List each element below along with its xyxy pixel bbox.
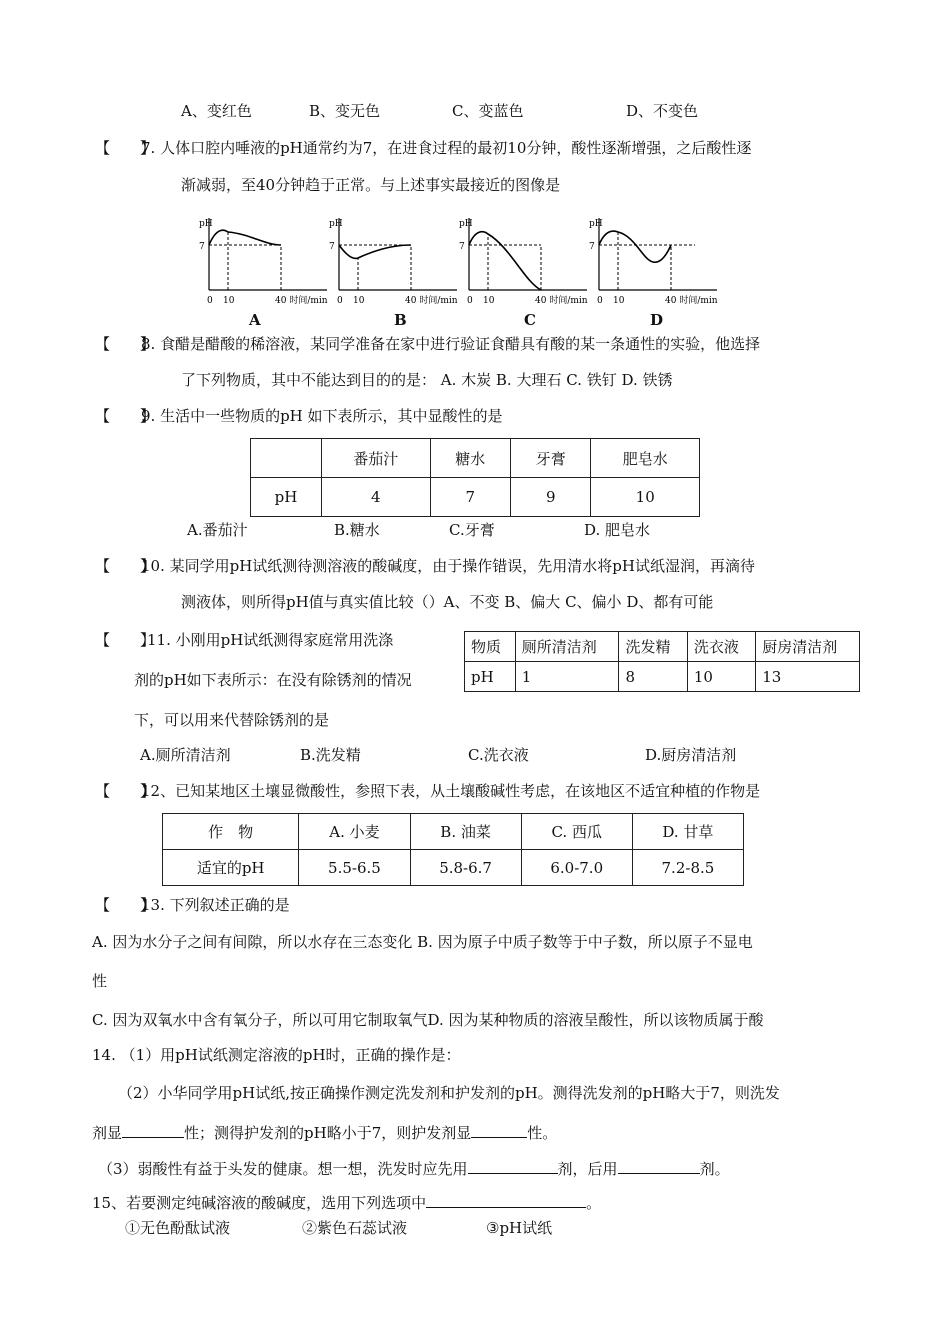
q15-option-2: ②紫色石蕊试液 <box>302 1219 408 1237</box>
q11-option-a: A.厕所清洁剂 <box>140 746 231 764</box>
svg-text:10: 10 <box>353 296 365 306</box>
table-cell: 肥皂水 <box>591 439 700 478</box>
table-cell: 洗衣液 <box>687 632 755 662</box>
q15-option-3: ③pH试纸 <box>486 1219 553 1237</box>
q15-option-1: ①无色酚酞试液 <box>125 1219 231 1237</box>
q14-part2: （2）小华同学用pH试纸,按正确操作测定洗发剂和护发剂的pH。测得洗发剂的pH略大于7，则洗发 <box>118 1084 780 1102</box>
q9-option-a: A.番茄汁 <box>187 521 248 539</box>
q11-table <box>464 631 860 692</box>
graph-ylabel: pH <box>199 219 213 229</box>
q11-option-b: B.洗发精 <box>300 746 361 764</box>
graph-a <box>195 212 330 307</box>
q15-question: 15、若要测定纯碱溶液的酸碱度，选用下列选项中 。 <box>92 1194 602 1212</box>
graph-d-label: D <box>650 311 664 329</box>
table-row <box>163 814 744 850</box>
table-cell: 5.8-6.7 <box>410 850 521 886</box>
q8-text-line1: 8. 食醋是醋酸的稀溶液，某同学准备在家中进行验证食醋具有酸的某一条通性的实验，他选择 <box>141 335 761 353</box>
q9-text: 9. 生活中一些物质的pH 如下表所示，其中显酸性的是 <box>141 407 503 425</box>
q14-part3: （3）弱酸性有益于头发的健康。想一想，洗发时应先用 剂，后用 剂。 <box>98 1160 730 1178</box>
q10-text-line2: 测液体，则所得pH值与真实值比较（）A、不变 B、偏大 C、偏小 D、都有可能 <box>181 593 714 611</box>
answer-blank[interactable] <box>471 1122 527 1138</box>
answer-bracket: 【 】 <box>95 335 156 353</box>
table-cell: 10 <box>591 478 700 517</box>
q9-option-c: C.牙膏 <box>449 521 495 539</box>
svg-text:pH: pH <box>589 219 603 229</box>
svg-text:0: 0 <box>597 296 603 306</box>
q9-option-b: B.糖水 <box>334 521 380 539</box>
table-cell <box>251 439 322 478</box>
answer-bracket: 【 】 <box>95 896 156 914</box>
table-cell: 洗发精 <box>619 632 687 662</box>
graph-a-label: A <box>249 311 261 329</box>
table-row <box>251 478 700 517</box>
q11-text-line1: 11. 小刚用pH试纸测得家庭常用洗涤 <box>147 631 394 649</box>
table-row <box>465 632 860 662</box>
q14-part1: 14. （1）用pH试纸测定溶液的pH时，正确的操作是： <box>92 1046 461 1064</box>
svg-text:0: 0 <box>467 296 473 306</box>
table-row <box>251 439 700 478</box>
svg-text:pH: pH <box>329 219 343 229</box>
answer-blank[interactable] <box>468 1158 558 1174</box>
table-cell: pH <box>251 478 322 517</box>
table-cell: B. 油菜 <box>410 814 521 850</box>
q12-text: 12、已知某地区土壤显微酸性，参照下表，从土壤酸碱性考虑，在该地区不适宜种植的作物是 <box>141 782 761 800</box>
q8-question <box>95 334 760 354</box>
graph-b-label: B <box>394 311 407 329</box>
graph-c <box>455 212 590 307</box>
q12-question <box>95 781 760 801</box>
q13-option-ab-cont: 性 <box>92 972 108 990</box>
table-cell: pH <box>465 662 516 692</box>
answer-blank[interactable] <box>122 1122 184 1138</box>
answer-blank[interactable] <box>618 1158 700 1174</box>
table-cell: 7.2-8.5 <box>632 850 743 886</box>
svg-text:40 时间/min: 40 时间/min <box>665 296 718 306</box>
table-row <box>465 662 860 692</box>
svg-text:7: 7 <box>589 242 595 252</box>
q11-text-line3: 下，可以用来代替除锈剂的是 <box>134 711 330 729</box>
svg-text:pH: pH <box>459 219 473 229</box>
table-cell: 适宜的pH <box>163 850 299 886</box>
q13-option-ab: A. 因为水分子之间有间隙，所以水存在三态变化 B. 因为原子中质子数等于中子数，所以原子不显电 <box>92 933 753 951</box>
table-cell: 5.5-6.5 <box>299 850 410 886</box>
q13-text: 13. 下列叙述正确的是 <box>141 896 290 914</box>
q7-text-line1: 7. 人体口腔内唾液的pH通常约为7，在进食过程的最初10分钟，酸性逐渐增强，之后酸性逐 <box>141 139 752 157</box>
graph-b <box>325 212 460 307</box>
svg-text:10: 10 <box>613 296 625 306</box>
table-cell: 4 <box>322 478 431 517</box>
table-cell: 番茄汁 <box>322 439 431 478</box>
q13-option-cd: C. 因为双氧水中含有氧分子，所以可用它制取氧气D. 因为某种物质的溶液呈酸性，所以该物质属于酸 <box>92 1011 764 1029</box>
table-cell: 8 <box>619 662 687 692</box>
table-cell: A. 小麦 <box>299 814 410 850</box>
q9-table <box>250 438 700 517</box>
svg-text:10: 10 <box>483 296 495 306</box>
svg-text:0: 0 <box>337 296 343 306</box>
q12-table <box>162 813 744 886</box>
table-cell: 13 <box>756 662 860 692</box>
q9-option-d: D. 肥皂水 <box>584 521 651 539</box>
table-cell: 厨房清洁剂 <box>756 632 860 662</box>
q6-option-c: C、变蓝色 <box>452 102 524 120</box>
svg-text:10: 10 <box>223 296 235 306</box>
q7-text-line2: 渐减弱，至40分钟趋于正常。与上述事实最接近的图像是 <box>181 176 561 194</box>
table-cell: 作 物 <box>163 814 299 850</box>
q8-text-line2: 了下列物质，其中不能达到目的的是： A. 木炭 B. 大理石 C. 铁钉 D. 铁锈 <box>181 371 673 389</box>
table-cell: 物质 <box>465 632 516 662</box>
answer-bracket: 【 】 <box>95 631 156 649</box>
table-cell: 10 <box>687 662 755 692</box>
table-cell: D. 甘草 <box>632 814 743 850</box>
svg-text:40 时间/min: 40 时间/min <box>275 296 328 306</box>
q9-question <box>95 406 503 426</box>
svg-text:40 时间/min: 40 时间/min <box>535 296 588 306</box>
q10-question <box>95 556 755 576</box>
q6-option-b: B、变无色 <box>309 102 381 120</box>
q11-option-c: C.洗衣液 <box>468 746 529 764</box>
answer-blank[interactable] <box>426 1192 586 1208</box>
graph-d <box>585 212 720 307</box>
table-cell: 6.0-7.0 <box>521 850 632 886</box>
table-cell: 牙膏 <box>510 439 590 478</box>
q14-part2-cont: 剂显 性；测得护发剂的pH略小于7，则护发剂显 性。 <box>92 1124 558 1142</box>
table-cell: 1 <box>515 662 619 692</box>
q6-option-a: A、变红色 <box>181 102 252 120</box>
table-row <box>163 850 744 886</box>
table-cell: C. 西瓜 <box>521 814 632 850</box>
table-cell: 糖水 <box>430 439 510 478</box>
answer-bracket: 【 】 <box>95 139 156 157</box>
svg-text:7: 7 <box>199 242 205 252</box>
answer-bracket: 【 】 <box>95 407 156 425</box>
svg-text:0: 0 <box>207 296 213 306</box>
q10-text-line1: 10. 某同学用pH试纸测待测溶液的酸碱度，由于操作错误，先用清水将pH试纸湿润，再滴待 <box>141 557 755 575</box>
svg-text:40 时间/min: 40 时间/min <box>405 296 458 306</box>
table-cell: 厕所清洁剂 <box>515 632 619 662</box>
svg-text:7: 7 <box>329 242 335 252</box>
table-cell: 7 <box>430 478 510 517</box>
q13-question <box>95 895 290 915</box>
svg-text:7: 7 <box>459 242 465 252</box>
q6-option-d: D、不变色 <box>626 102 699 120</box>
answer-bracket: 【 】 <box>95 782 156 800</box>
q11-text-line2: 剂的pH如下表所示：在没有除锈剂的情况 <box>134 671 412 689</box>
q7-question <box>95 138 751 158</box>
q11-option-d: D.厨房清洁剂 <box>645 746 737 764</box>
table-cell: 9 <box>510 478 590 517</box>
answer-bracket: 【 】 <box>95 557 156 575</box>
graph-c-label: C <box>524 311 536 329</box>
q11-question <box>95 630 393 650</box>
